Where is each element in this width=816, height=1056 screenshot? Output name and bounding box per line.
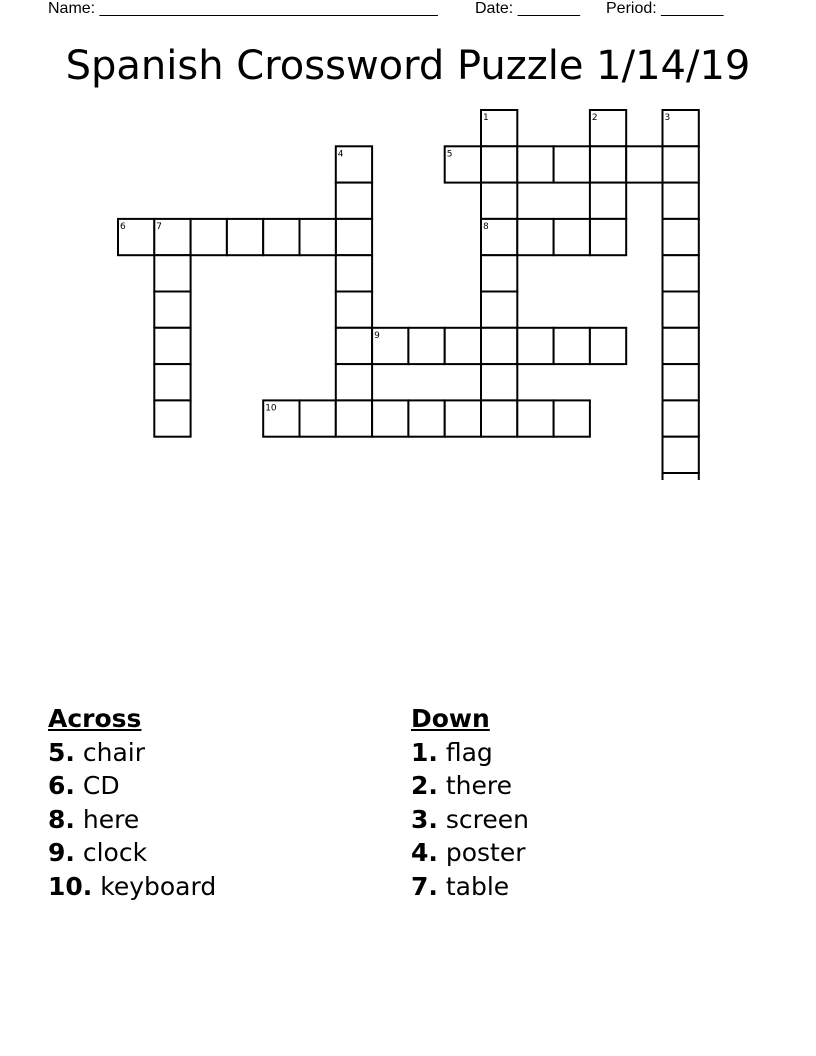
clue-text: there	[445, 771, 512, 800]
grid-cell[interactable]	[336, 328, 372, 364]
grid-cell[interactable]	[336, 219, 372, 255]
clue-number: 4.	[411, 838, 438, 867]
clue-number-label: 6	[120, 221, 126, 232]
grid-cell[interactable]	[154, 292, 190, 328]
period-field[interactable]: Period: _______	[606, 0, 724, 17]
grid-cell[interactable]	[663, 400, 699, 436]
clue-number: 8.	[48, 804, 75, 834]
grid-cell[interactable]	[336, 183, 372, 219]
down-clue	[411, 836, 751, 870]
grid-cell[interactable]	[590, 110, 626, 146]
grid-cell[interactable]	[154, 400, 190, 436]
clue-number-label: 9	[374, 330, 380, 341]
grid-cell[interactable]	[663, 473, 699, 480]
grid-cell[interactable]	[481, 255, 517, 291]
clue-number-label: 1	[483, 113, 489, 123]
down-clue	[411, 803, 751, 837]
grid-cell[interactable]	[663, 255, 699, 291]
grid-cell[interactable]	[300, 400, 336, 436]
grid-cell[interactable]	[372, 328, 408, 364]
clue-number: 9.	[48, 838, 75, 867]
grid-cell[interactable]	[481, 219, 517, 255]
grid-cell[interactable]	[227, 219, 263, 255]
across-clue	[48, 836, 388, 870]
clue-number: 10.	[48, 871, 93, 901]
clue-text: table	[445, 871, 510, 901]
grid-cell[interactable]	[336, 292, 372, 328]
grid-cell[interactable]	[154, 328, 190, 364]
across-clues	[48, 702, 388, 903]
grid-cell[interactable]	[154, 219, 190, 255]
grid-cell[interactable]	[626, 146, 662, 182]
student-info-header	[48, 0, 768, 20]
clue-number-label: 3	[664, 113, 671, 123]
clue-number: 7.	[411, 871, 438, 901]
grid-cell[interactable]	[481, 292, 517, 328]
grid-cell[interactable]	[336, 146, 372, 182]
grid-cell[interactable]	[154, 364, 190, 400]
clue-text: clock	[82, 838, 148, 867]
grid-cell[interactable]	[554, 219, 590, 255]
date-field[interactable]: Date: _______	[475, 0, 580, 17]
grid-cell[interactable]	[590, 328, 626, 364]
grid-cell[interactable]	[481, 110, 517, 146]
clue-number-label: 10	[265, 403, 277, 414]
grid-cell[interactable]	[590, 219, 626, 255]
clue-text: poster	[445, 838, 526, 867]
across-clue	[48, 803, 388, 837]
clue-number: 5.	[48, 737, 75, 767]
down-clue	[411, 769, 751, 803]
grid-cell[interactable]	[481, 400, 517, 436]
grid-cell[interactable]	[372, 400, 408, 436]
grid-cell[interactable]	[445, 146, 481, 182]
across-clue	[48, 736, 388, 770]
clue-number: 3.	[411, 804, 438, 834]
across-heading: Across	[48, 704, 142, 733]
clue-number: 2.	[411, 771, 438, 800]
grid-cell[interactable]	[336, 255, 372, 291]
grid-cell[interactable]	[263, 219, 299, 255]
grid-cell[interactable]	[154, 255, 190, 291]
grid-cell[interactable]	[445, 400, 481, 436]
grid-cell[interactable]	[408, 328, 444, 364]
clue-text: screen	[445, 804, 529, 834]
grid-cell[interactable]	[408, 400, 444, 436]
name-field[interactable]: Name: ______________________________________	[48, 0, 438, 17]
grid-cell[interactable]	[118, 219, 154, 255]
clue-text: chair	[82, 737, 145, 767]
clue-number-label: 8	[483, 221, 489, 232]
grid-cell[interactable]	[481, 364, 517, 400]
grid-cell[interactable]	[663, 183, 699, 219]
grid-cell[interactable]	[481, 328, 517, 364]
down-clue	[411, 870, 751, 904]
grid-cell[interactable]	[554, 400, 590, 436]
grid-cell[interactable]	[663, 292, 699, 328]
clue-number: 1.	[411, 737, 438, 767]
clue-number-label: 4	[337, 149, 344, 160]
clue-text: CD	[82, 771, 120, 800]
clue-text: flag	[445, 737, 493, 767]
grid-cell[interactable]	[300, 219, 336, 255]
down-heading: Down	[411, 704, 490, 733]
grid-cell[interactable]	[517, 219, 553, 255]
grid-cell[interactable]	[663, 146, 699, 182]
clue-text: here	[82, 804, 140, 834]
across-clue	[48, 870, 388, 904]
grid-cell[interactable]	[336, 364, 372, 400]
grid-cell[interactable]	[590, 183, 626, 219]
clue-number: 6.	[48, 771, 75, 800]
across-clue	[48, 769, 388, 803]
grid-cell[interactable]	[191, 219, 227, 255]
clue-text: keyboard	[100, 871, 217, 901]
down-clue	[411, 736, 751, 770]
grid-cell[interactable]	[663, 110, 699, 146]
grid-cell[interactable]	[663, 219, 699, 255]
page-title: Spanish Crossword Puzzle 1/14/19	[65, 43, 751, 89]
down-clues	[411, 702, 751, 903]
grid-cell[interactable]	[336, 400, 372, 436]
grid-cell[interactable]	[445, 328, 481, 364]
grid-cell[interactable]	[481, 183, 517, 219]
grid-cell[interactable]	[663, 364, 699, 400]
grid-cell[interactable]	[554, 328, 590, 364]
grid-cell[interactable]	[517, 400, 553, 436]
grid-cell[interactable]	[481, 146, 517, 182]
grid-cell[interactable]	[663, 437, 699, 473]
grid-cell[interactable]	[517, 328, 553, 364]
grid-cell[interactable]	[590, 146, 626, 182]
grid-cell[interactable]	[554, 146, 590, 182]
clue-number-label: 2	[591, 113, 598, 123]
grid-cell[interactable]	[517, 146, 553, 182]
clue-number-label: 7	[156, 221, 163, 232]
clue-number-label: 5	[446, 149, 453, 160]
grid-cell[interactable]	[263, 400, 299, 436]
grid-cell[interactable]	[663, 328, 699, 364]
